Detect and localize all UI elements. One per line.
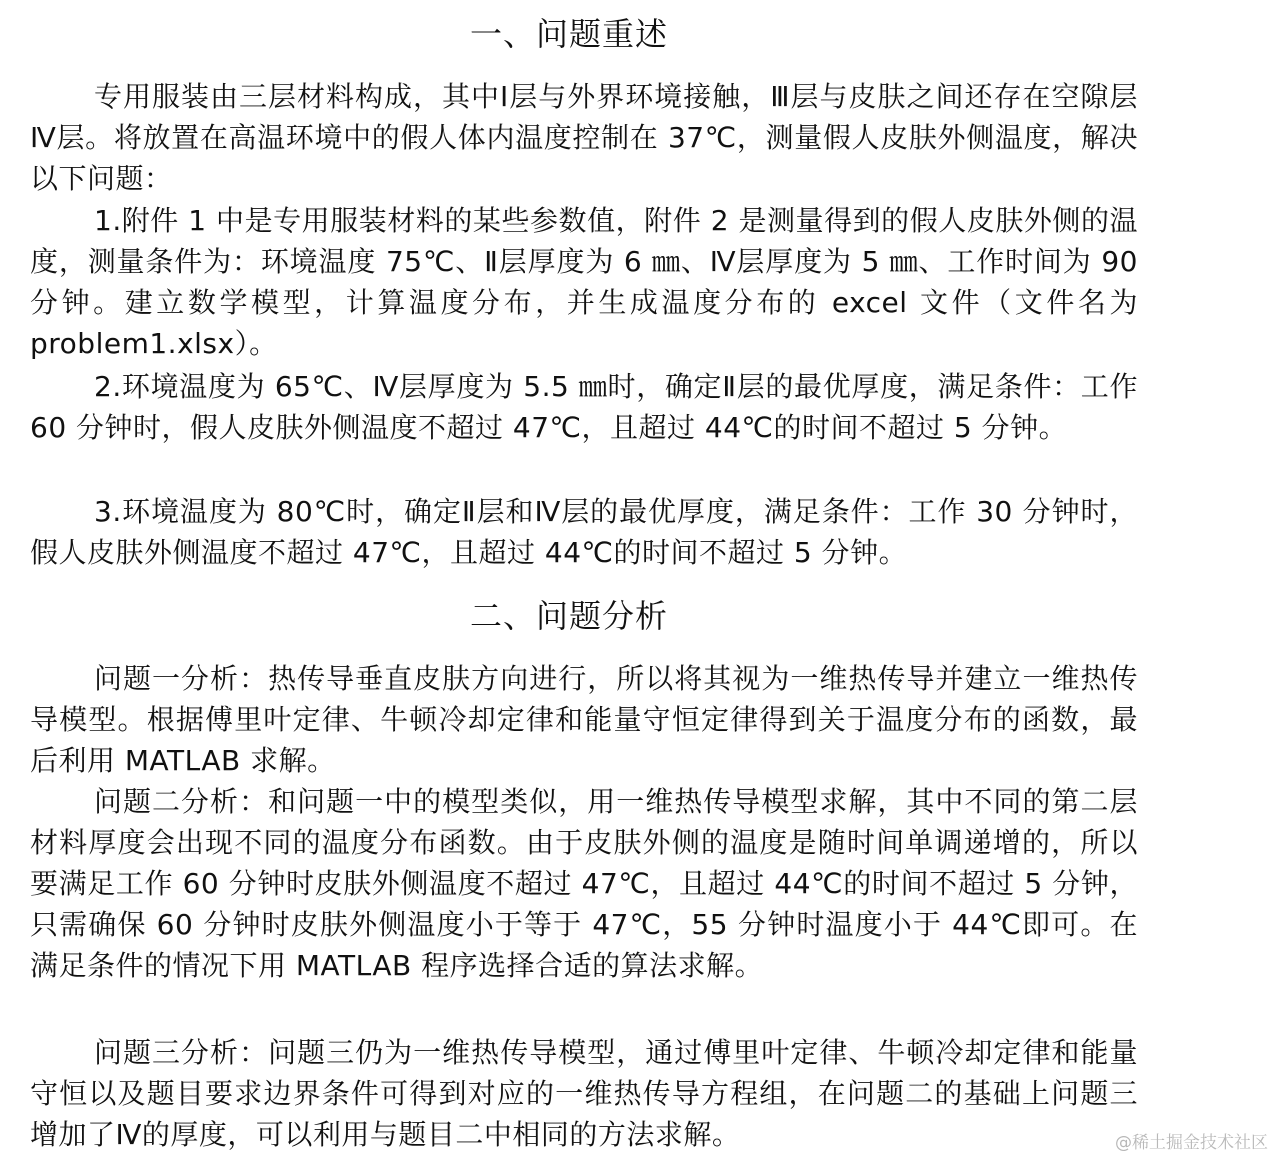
section-title-problem-analysis: 二、问题分析: [470, 597, 669, 635]
paragraph-analysis-1: 问题一分析：热传导垂直皮肤方向进行，所以将其视为一维热传导并建立一维热传导模型。根据傅里叶定律、牛顿冷却定律和能量守恒定律得到关于温度分布的函数，最后利用 MATLAB 求解。: [30, 662, 1138, 777]
paragraph-intro: 专用服装由三层材料构成，其中Ⅰ层与外界环境接触，Ⅲ层与皮肤之间还存在空隙层Ⅳ层。将放置在高温环境中的假人体内温度控制在 37℃，测量假人皮肤外侧温度，解决以下问题：: [30, 80, 1138, 195]
paragraph-problem-1: 1.附件 1 中是专用服装材料的某些参数值，附件 2 是测量得到的假人皮肤外侧的温度，测量条件为：环境温度 75℃、Ⅱ层厚度为 6 ㎜、Ⅳ层厚度为 5 ㎜、工作时间为 90 分钟。建立数学模型，计算温度分布，并生成温度分布的 excel 文件（文件名为 problem1.xlsx）。: [30, 204, 1138, 360]
section-title-problem-restatement: 一、问题重述: [470, 15, 669, 53]
paragraph-problem-3: 3.环境温度为 80℃时，确定Ⅱ层和Ⅳ层的最优厚度，满足条件：工作 30 分钟时，假人皮肤外侧温度不超过 47℃，且超过 44℃的时间不超过 5 分钟。: [30, 495, 1138, 569]
paragraph-problem-2: 2.环境温度为 65℃、Ⅳ层厚度为 5.5 ㎜时，确定Ⅱ层的最优厚度，满足条件：工作 60 分钟时，假人皮肤外侧温度不超过 47℃，且超过 44℃的时间不超过 5 分钟。: [30, 370, 1138, 444]
paragraph-analysis-3: 问题三分析：问题三仍为一维热传导模型，通过傅里叶定律、牛顿冷却定律和能量守恒以及题目要求边界条件可得到对应的一维热传导方程组，在问题二的基础上问题三增加了Ⅳ的厚度，可以利用与题目二中相同的方法求解。: [30, 1036, 1138, 1151]
watermark: @稀土掘金技术社区: [1115, 1133, 1268, 1153]
paragraph-analysis-2: 问题二分析：和问题一中的模型类似，用一维热传导模型求解，其中不同的第二层材料厚度会出现不同的温度分布函数。由于皮肤外侧的温度是随时间单调递增的，所以要满足工作 60 分钟时皮肤外侧温度不超过 47℃，且超过 44℃的时间不超过 5 分钟，只需确保 60 分钟时皮肤外侧温度小于等于 47℃，55 分钟时温度小于 44℃即可。在满足条件的情况下用 MATLAB 程序选择合适的算法求解。: [30, 785, 1138, 982]
